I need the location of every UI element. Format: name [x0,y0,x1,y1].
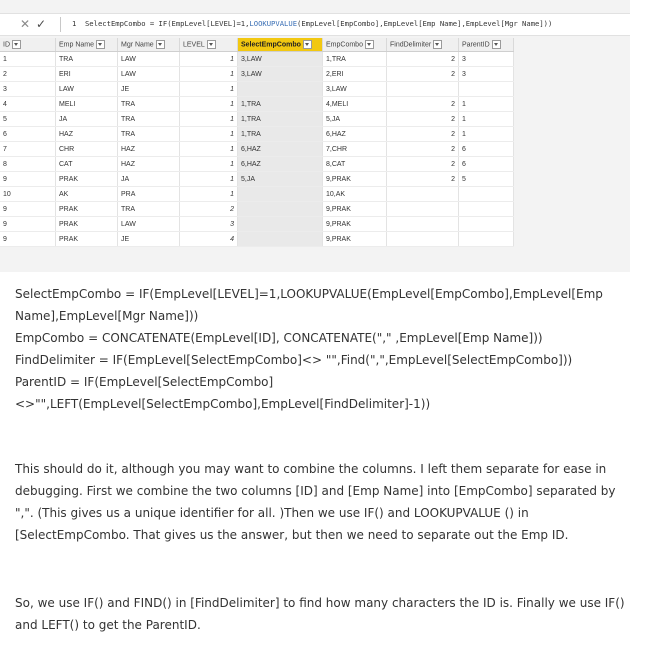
grid-body [0,52,514,247]
formula-line: EmpCombo = CONCATENATE(EmpLevel[ID], CONCATENATE("," ,EmpLevel[Emp Name])) [15,331,543,345]
paragraph-line: ",". (This gives us a unique identifier for all. )Then we use IF() and LOOKUPVALUE () in [15,506,529,520]
formula-input[interactable] [72,19,552,28]
formula-lookup: LOOKUPVALUE [249,19,298,28]
formula-prefix: SelectEmpCombo = IF(EmpLevel[LEVEL]=1, [84,19,250,28]
column-header-mgr-name[interactable]: Mgr Name [118,38,180,52]
column-header-emp-combo[interactable]: EmpCombo [323,38,387,52]
paragraph-line: and LEFT() to get the ParentID. [15,618,201,632]
grid-header-row [0,38,514,52]
formula-line: FindDelimiter = IF(EmpLevel[SelectEmpCombo]<> "",Find(",",EmpLevel[SelectEmpCombo])) [15,353,573,367]
formula-line: <>"",LEFT(EmpLevel[SelectEmpCombo],EmpLevel[FindDelimiter]-1)) [15,397,431,411]
table-row: 2 ERI LAW 1 3,LAW 2,ERI 2 3 [0,67,514,82]
table-row: 1 TRA LAW 1 3,LAW 1,TRA 2 3 [0,52,514,67]
filter-dropdown-icon[interactable] [12,40,21,49]
formula-suffix: (EmpLevel[EmpCombo],EmpLevel[Emp Name],EmpLevel[Mgr Name])) [297,19,553,28]
filter-dropdown-icon[interactable] [96,40,105,49]
formula-line: Name],EmpLevel[Mgr Name])) [15,309,199,323]
column-header-parent-id[interactable]: ParentID [459,38,514,52]
powerbi-screenshot [0,0,630,272]
table-row: 9 PRAK JA 1 5,JA 9,PRAK 2 5 [0,172,514,187]
table-row: 7 CHR HAZ 1 6,HAZ 7,CHR 2 6 [0,142,514,157]
column-header-emp-name[interactable]: Emp Name [56,38,118,52]
formula-bar [0,13,630,36]
filter-dropdown-icon[interactable] [433,40,442,49]
formula-explanations [15,283,603,415]
filter-dropdown-icon[interactable] [156,40,165,49]
table-row: 5 JA TRA 1 1,TRA 5,JA 2 1 [0,112,514,127]
column-header-level[interactable]: LEVEL [180,38,238,52]
filter-dropdown-icon[interactable] [365,40,374,49]
column-header-id[interactable]: ID [0,38,56,52]
paragraph-line: So, we use IF() and FIND() in [FindDelimiter] to find how many characters the ID is. Finally we use IF() [15,596,625,610]
filter-dropdown-icon[interactable] [492,40,501,49]
column-header-select-emp-combo[interactable]: SelectEmpCombo [238,38,323,52]
table-row: 10 AK PRA 1 10,AK [0,187,514,202]
check-icon[interactable]: ✓ [36,17,47,31]
data-grid [0,38,514,247]
filter-dropdown-icon[interactable] [303,40,312,49]
formula-line-number: 1 [72,19,77,28]
column-header-find-delimiter[interactable]: FindDelimiter [387,38,459,52]
formula-line: ParentID = IF(EmpLevel[SelectEmpCombo] [15,375,274,389]
table-row: 9 PRAK JE 4 9,PRAK [0,232,514,247]
paragraph-line: debugging. First we combine the two columns [ID] and [Emp Name] into [EmpCombo] separated by [15,484,616,498]
explanation-paragraph-2 [15,592,625,636]
paragraph-line: This should do it, although you may want to combine the columns. I left them separate for ease in [15,462,607,476]
table-row: 6 HAZ TRA 1 1,TRA 6,HAZ 2 1 [0,127,514,142]
table-row: 9 PRAK TRA 2 9,PRAK [0,202,514,217]
table-row: 4 MELI TRA 1 1,TRA 4,MELI 2 1 [0,97,514,112]
filter-dropdown-icon[interactable] [207,40,216,49]
table-row: 3 LAW JE 1 3,LAW [0,82,514,97]
paragraph-line: [SelectEmpCombo. That gives us the answer, but then we need to separate out the Emp ID. [15,528,569,542]
x-icon[interactable]: ✕ [20,17,31,31]
explanation-paragraph-1 [15,458,616,546]
formula-bar-separator [60,17,61,32]
table-row: 9 PRAK LAW 3 9,PRAK [0,217,514,232]
table-row: 8 CAT HAZ 1 6,HAZ 8,CAT 2 6 [0,157,514,172]
formula-line: SelectEmpCombo = IF(EmpLevel[LEVEL]=1,LOOKUPVALUE(EmpLevel[EmpCombo],EmpLevel[Emp [15,287,603,301]
